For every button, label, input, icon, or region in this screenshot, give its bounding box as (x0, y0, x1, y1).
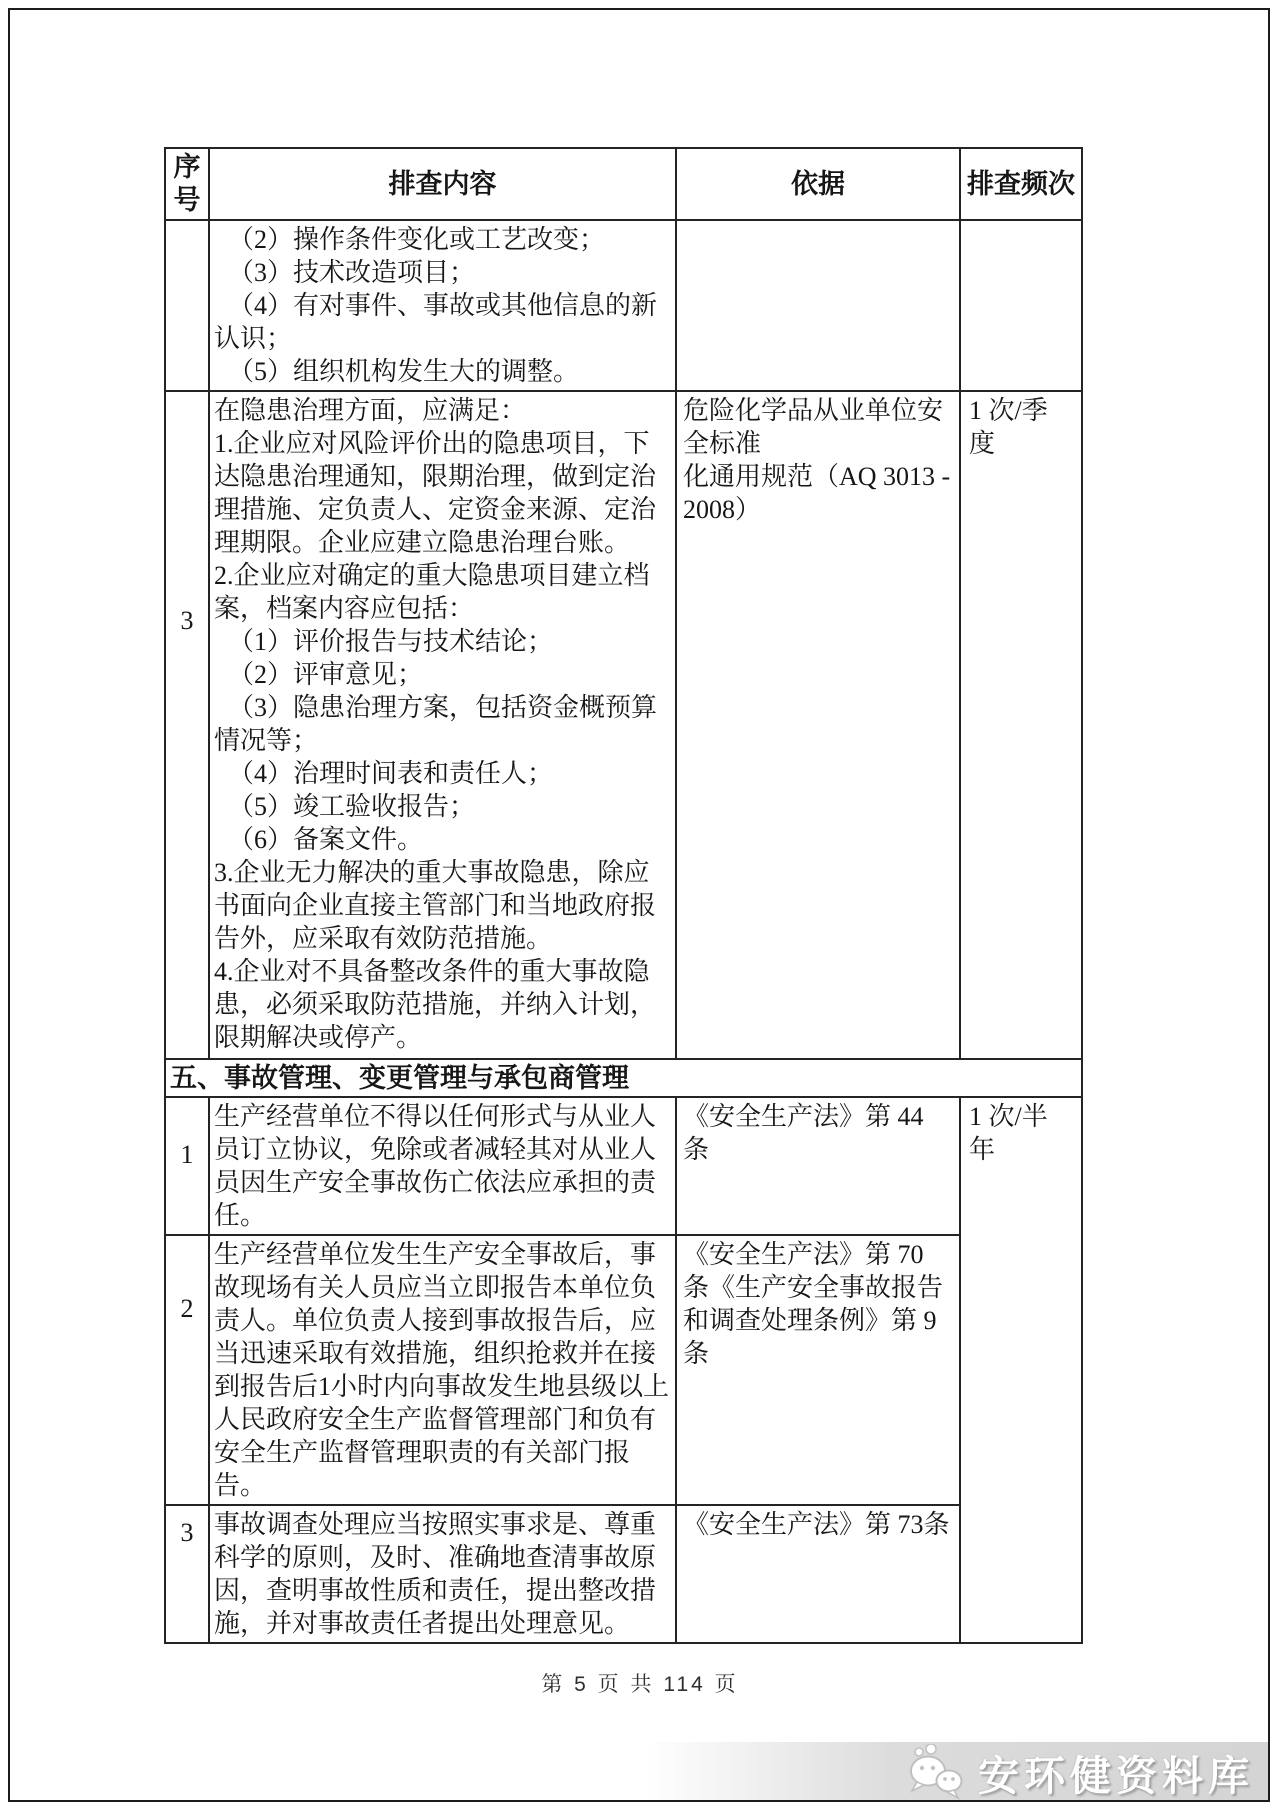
content-line: 事故调查处理应当按照实事求是、尊重科学的原则，及时、准确地查清事故原因，查明事故性质和责任，提出整改措施，并对事故责任者提出处理意见。 (214, 1510, 657, 1638)
basis-line: 化通用规范（AQ 3013 - 2008） (683, 462, 951, 524)
content-line: 3.企业无力解决的重大事故隐患，除应书面向企业直接主管部门和当地政府报告外，应采取有效防范措施。 (214, 858, 657, 953)
content-line: 在隐患治理方面，应满足： (214, 396, 527, 425)
basis-line: 危险化学品从业单位安全标准 (683, 396, 944, 458)
content-line: （2）操作条件变化或工艺改变； (228, 225, 606, 254)
cell-basis (676, 391, 960, 1059)
content-line: 1.企业应对风险评价出的隐患项目，下达隐患治理通知，限期治理，做到定治理措施、定负责人、定资金来源、定治理期限。企业应建立隐患治理台账。 (214, 429, 657, 557)
page-number: 第 5 页 共 114 页 (541, 1673, 739, 1696)
cell-content (209, 1097, 676, 1235)
cell-basis (676, 1235, 960, 1505)
content-line: 4.企业对不具备整改条件的重大事故隐患，必须采取防范措施，并纳入计划，限期解决或停产。 (214, 957, 657, 1052)
cell-basis (676, 1505, 960, 1643)
content-line: （4）治理时间表和责任人； (228, 759, 554, 788)
cell-content (209, 220, 676, 391)
content-line: 生产经营单位不得以任何形式与从业人员订立协议，免除或者减轻其对从业人员因生产安全事故伤亡依法应承担的责任。 (214, 1102, 657, 1230)
cell-frequency (960, 220, 1082, 391)
table-row-carryover (165, 220, 1082, 391)
wechat-logo-icon (904, 1744, 966, 1800)
content-line: （3）隐患治理方案，包括资金概预算情况等； (214, 693, 658, 755)
table-header-row (165, 148, 1082, 220)
basis-line: 《安全生产法》第 73条 (683, 1510, 950, 1539)
cell-content (209, 1235, 676, 1505)
basis-line: 《安全生产法》第 70 条《生产安全事故报告和调查处理条例》第 9 条 (683, 1240, 944, 1368)
header-content: 排查内容 (209, 148, 676, 220)
content-line: （6）备案文件。 (228, 825, 424, 854)
content-line: （5）组织机构发生大的调整。 (228, 357, 580, 386)
content-line: （5）竣工验收报告； (228, 792, 476, 821)
content-line: （2）评审意见； (228, 660, 424, 689)
cell-no: 1 (165, 1097, 209, 1235)
inspection-table (164, 147, 1083, 1644)
table-row-s5-2 (165, 1235, 1082, 1505)
watermark-text: 安环健资料库 (978, 1752, 1254, 1799)
cell-no (165, 220, 209, 391)
table-row-3 (165, 391, 1082, 1059)
cell-no: 3 (165, 391, 209, 1059)
cell-no: 3 (165, 1505, 209, 1643)
content-line: 生产经营单位发生生产安全事故后，事故现场有关人员应当立即报告本单位负责人。单位负责人接到事故报告后，应当迅速采取有效措施，组织抢救并在接到报告后1小时内向事故发生地县级以上人民政府安全生产监督管理部门和负有安全生产监督管理职责的有关部门报告。 (214, 1240, 670, 1500)
cell-basis (676, 1097, 960, 1235)
header-no: 序号 (165, 148, 209, 220)
basis-line: 《安全生产法》第 44 条 (683, 1102, 924, 1164)
cell-frequency: 1 次/季度 (960, 391, 1082, 1059)
watermark-band (645, 1742, 1270, 1802)
cell-content (209, 1505, 676, 1643)
table-row-s5-3 (165, 1505, 1082, 1643)
header-basis: 依据 (676, 148, 960, 220)
cell-basis (676, 220, 960, 391)
content-line: （1）评价报告与技术结论； (228, 627, 554, 656)
header-frequency: 排查频次 (960, 148, 1082, 220)
cell-no: 2 (165, 1235, 209, 1505)
cell-content (209, 391, 676, 1059)
section-header-row (165, 1059, 1082, 1097)
table-row-s5-1 (165, 1097, 1082, 1235)
section-title: 五、事故管理、变更管理与承包商管理 (165, 1059, 1082, 1097)
content-line: （3）技术改造项目； (228, 258, 476, 287)
content-line: （4）有对事件、事故或其他信息的新认识； (214, 291, 658, 353)
content-line: 2.企业应对确定的重大隐患项目建立档案，档案内容应包括： (214, 561, 650, 623)
cell-frequency: 1 次/半年 (960, 1097, 1082, 1643)
